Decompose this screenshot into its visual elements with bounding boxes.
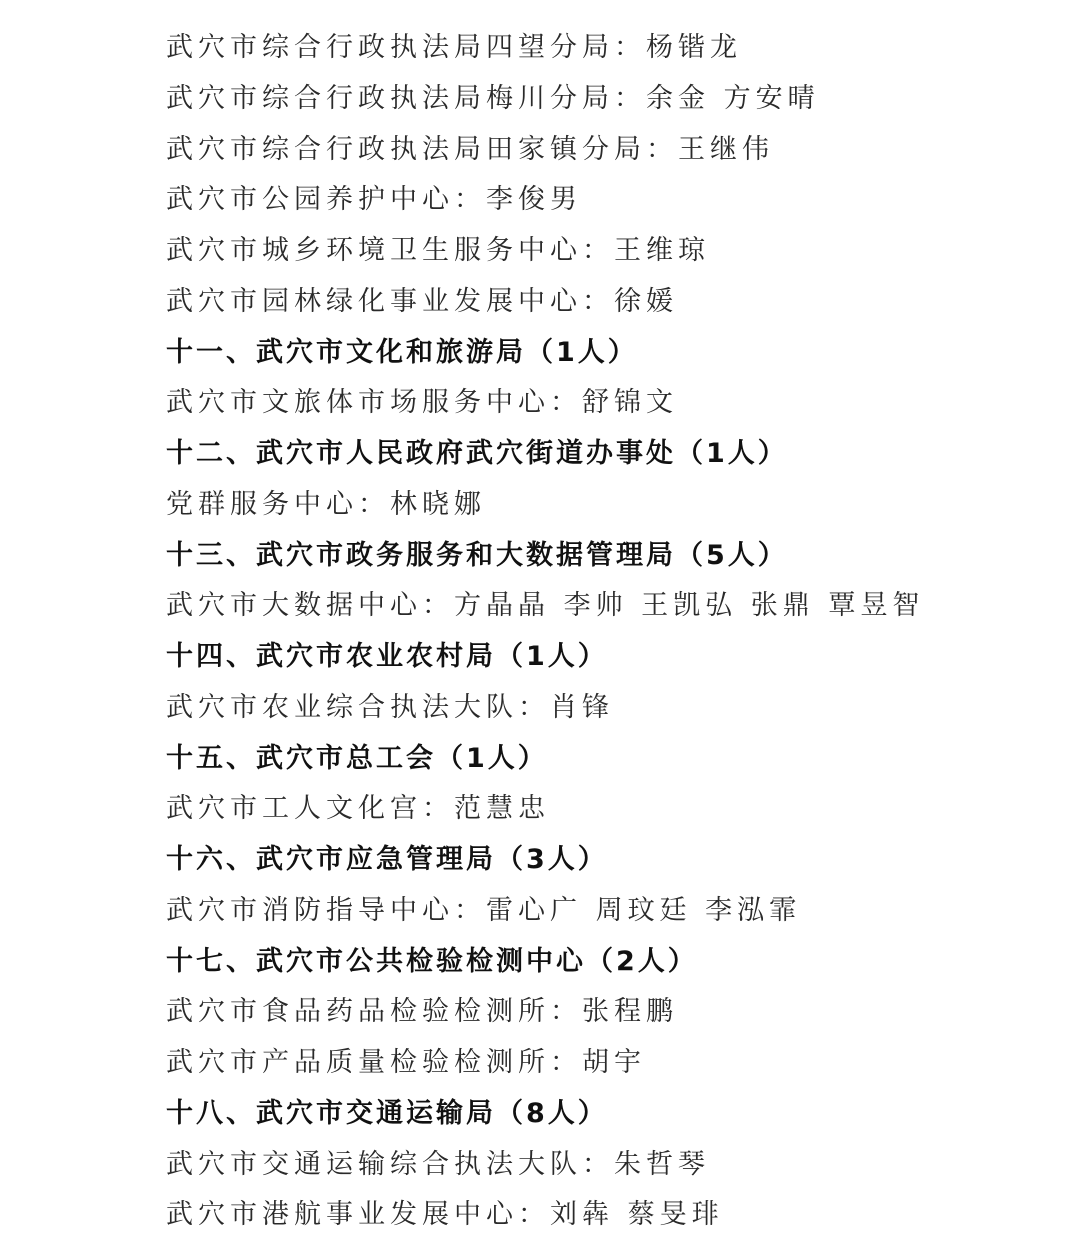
- section-heading: 十一、武穴市文化和旅游局（1人）: [166, 336, 638, 368]
- list-item: 武穴市文旅体市场服务中心：舒锦文: [166, 387, 678, 419]
- list-item: 武穴市综合行政执法局四望分局：杨锴龙: [166, 32, 742, 63]
- list-item: 武穴市园林绿化事业发展中心：徐媛: [166, 285, 678, 317]
- section-heading: 十七、武穴市公共检验检测中心（2人）: [166, 945, 698, 977]
- section-heading: 十四、武穴市农业农村局（1人）: [166, 641, 608, 672]
- list-item: 武穴市公园养护中心：李俊男: [166, 184, 582, 216]
- list-item: 武穴市城乡环境卫生服务中心：王维琼: [166, 235, 710, 266]
- list-item: 武穴市综合行政执法局梅川分局：余金 方安晴: [166, 82, 820, 114]
- list-item: 武穴市交通运输综合执法大队：朱哲琴: [166, 1148, 710, 1180]
- list-item: 党群服务中心：林晓娜: [166, 488, 486, 520]
- list-item: 武穴市消防指导中心：雷心广 周玟廷 李泓霏: [166, 894, 802, 926]
- section-heading: 十八、武穴市交通运输局（8人）: [166, 1097, 608, 1129]
- section-heading: 十五、武穴市总工会（1人）: [166, 742, 548, 774]
- list-item: 武穴市大数据中心：方晶晶 李帅 王凯弘 张鼎 覃昱智: [166, 590, 925, 622]
- section-heading: 十三、武穴市政务服务和大数据管理局（5人）: [166, 539, 788, 571]
- list-item: 武穴市农业综合执法大队：肖锋: [166, 691, 614, 723]
- section-heading: 十六、武穴市应急管理局（3人）: [166, 844, 608, 875]
- document-body: [166, 23, 1046, 1241]
- section-heading: 十二、武穴市人民政府武穴街道办事处（1人）: [166, 438, 788, 469]
- list-item: 武穴市产品质量检验检测所：胡宇: [166, 1047, 646, 1078]
- list-item: 武穴市综合行政执法局田家镇分局：王继伟: [166, 133, 774, 165]
- list-item: 武穴市港航事业发展中心：刘犇 蔡旻琲: [166, 1199, 724, 1231]
- list-item: 武穴市食品药品检验检测所：张程鹏: [166, 996, 678, 1028]
- list-item: 武穴市工人文化宫：范慧忠: [166, 793, 550, 825]
